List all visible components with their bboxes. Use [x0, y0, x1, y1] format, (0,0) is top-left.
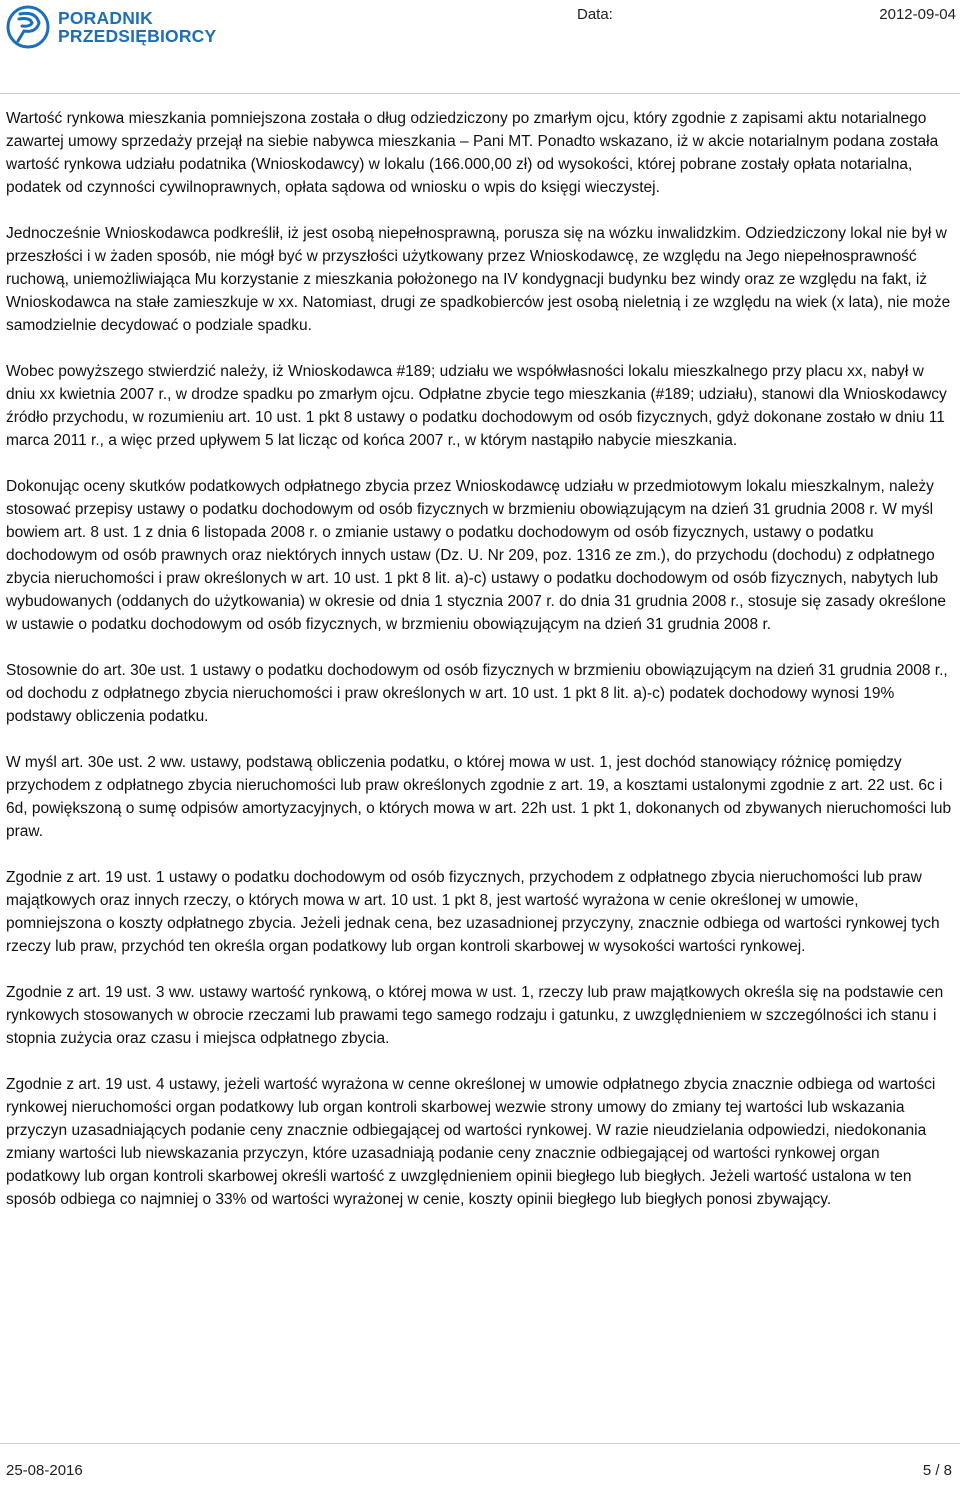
- article-body: [6, 107, 954, 1234]
- footer-date: 25-08-2016: [6, 1462, 83, 1479]
- logo-text: [58, 9, 216, 45]
- date-label: Data:: [577, 6, 613, 23]
- paragraph: Wobec powyższego stwierdzić należy, iż Wnioskodawca #189; udziału we współwłasności lokalu mieszkalnego przy placu xx, nabył w dniu xx kwietnia 2007 r., w drodze spadku po zmarłym ojcu. Odpłatne zbycie tego mieszkania (#189; udziału), stanowi dla Wnioskodawcy źródło przychodu, w rozumieniu art. 10 ust. 1 pkt 8 ustawy o podatku dochodowym od osób fizycznych, gdyż dokonane zostało w dniu 11 marca 2011 r., a więc przed upływem 5 lat licząc od końca 2007 r., w którym nastąpiło nabycie mieszkania.: [6, 363, 947, 449]
- paragraph: Zgodnie z art. 19 ust. 1 ustawy o podatku dochodowym od osób fizycznych, przychodem z odpłatnego zbycia nieruchomości lub praw majątkowych oraz innych rzeczy, o których mowa w art. 10 ust. 1 pkt 8, jest wartość wyrażona w cenie określonej w umowie, pomniejszona o koszty odpłatnego zbycia. Jeżeli jednak cena, bez uzasadnionej przyczyny, znacznie odbiega od wartości rynkowej tych rzeczy lub praw, przychód ten określa organ podatkowy lub organ kontroli skarbowej w wysokości wartości rynkowej.: [6, 869, 940, 955]
- paragraph: Zgodnie z art. 19 ust. 4 ustawy, jeżeli wartość wyrażona w cenne określonej w umowie odpłatnego zbycia znacznie odbiega od wartości rynkowej nieruchomości organ podatkowy lub organ kontroli skarbowej wezwie strony umowy do zmiany tej wartości lub wskazania przyczyn uzasadniających podanie ceny znacznie odbiegającej od wartości rynkowej. W razie nieudzielania odpowiedzi, niedokonania zmiany wartości lub niewskazania przyczyn, które uzasadniają podanie ceny znacznie odbiegającej od wartości rynkowej organ podatkowy lub organ kontroli skarbowej określi wartość z uwzględnieniem opinii biegłego lub biegłych. Jeżeli wartość ustalona w ten sposób odbiega co najmniej o 33% od wartości wyrażonej w cenie, koszty opinii biegłego lub biegłych ponosi zbywający.: [6, 1076, 936, 1208]
- page-header: [0, 0, 960, 60]
- paragraph: Stosownie do art. 30e ust. 1 ustawy o podatku dochodowym od osób fizycznych w brzmieniu obowiązującym na dzień 31 grudnia 2008 r., od dochodu z odpłatnego zbycia nieruchomości i praw określonych w art. 10 ust. 1 pkt 8 lit. a)-c) podatek dochodowy wynosi 19% podstawy obliczenia podatku.: [6, 662, 948, 725]
- paragraph: W myśl art. 30e ust. 2 ww. ustawy, podstawą obliczenia podatku, o której mowa w ust. 1, jest dochód stanowiący różnicę pomiędzy przychodem z odpłatnego zbycia nieruchomości lub praw określonych zgodnie z art. 19, a kosztami ustalonymi zgodnie z art. 22 ust. 6c i 6d, powiększoną o sumę odpisów amortyzacyjnych, o których mowa w art. 22h ust. 1 pkt 1, dokonanych od zbywanych nieruchomości lub praw.: [6, 754, 952, 840]
- footer-divider: [0, 1443, 960, 1444]
- logo-line2: PRZEDSIĘBIORCY: [58, 26, 217, 46]
- logo-line1: PORADNIK: [58, 8, 153, 28]
- date-value: 2012-09-04: [879, 6, 956, 23]
- page-number: 5 / 8: [922, 1462, 952, 1479]
- header-divider: [0, 93, 960, 94]
- paragraph: Zgodnie z art. 19 ust. 3 ww. ustawy wartość rynkową, o której mowa w ust. 1, rzeczy lub praw majątkowych określa się na podstawie cen rynkowych stosowanych w obrocie rzeczami lub prawami tego samego rodzaju i gatunku, z uwzględnieniem w szczególności ich stanu i stopnia zużycia oraz czasu i miejsca odpłatnego zbycia.: [6, 984, 944, 1047]
- paragraph: Wartość rynkowa mieszkania pomniejszona została o dług odziedziczony po zmarłym ojcu, który zgodnie z zapisami aktu notarialnego zawartej umowy sprzedaży przejął na siebie nabywca mieszkania – Pani MT. Ponadto wskazano, iż w akcie notarialnym podana została wartość rynkowa udziału podatnika (Wnioskodawcy) w lokalu (166.000,00 zł) od wysokości, której pobrane zostały opłata notarialna, podatek od czynności cywilnoprawnych, opłata sądowa od wniosku o wpis do księgi wieczystej.: [6, 110, 939, 196]
- paragraph: Jednocześnie Wnioskodawca podkreślił, iż jest osobą niepełnosprawną, porusza się na wózku inwalidzkim. Odziedziczony lokal nie był w przeszłości i w żaden sposób, nie mógł być w przyszłości użytkowany przez Wnioskodawcę, ze względu na Jego niepełnosprawność ruchową, uniemożliwiająca Mu korzystanie z mieszkania położonego na IV kondygnacji budynku bez windy oraz ze względu na fakt, iż Wnioskodawca na stałe zamieszkuje w xx. Natomiast, drugi ze spadkobierców jest osobą nieletnią i ze względu na wiek (x lata), nie może samodzielnie decydować o podziale spadku.: [6, 225, 951, 334]
- logo-icon: [6, 5, 50, 49]
- logo[interactable]: [6, 5, 216, 49]
- paragraph: Dokonując oceny skutków podatkowych odpłatnego zbycia przez Wnioskodawcę udziału w przedmiotowym lokalu mieszkalnym, należy stosować przepisy ustawy o podatku dochodowym od osób fizycznych w brzmieniu obowiązującym na dzień 31 grudnia 2008 r. W myśl bowiem art. 8 ust. 1 z dnia 6 listopada 2008 r. o zmianie ustawy o podatku dochodowym od osób fizycznych, ustawy o podatku dochodowym od osób prawnych oraz niektórych innych ustaw (Dz. U. Nr 209, poz. 1316 ze zm.), do przychodu (dochodu) z odpłatnego zbycia nieruchomości i praw określonych w art. 10 ust. 1 pkt 8 lit. a)-c) ustawy o podatku dochodowym od osób fizycznych, nabytych lub wybudowanych (oddanych do użytkowania) w okresie od dnia 1 stycznia 2007 r. do dnia 31 grudnia 2008 r., stosuje się zasady określone w ustawie o podatku dochodowym od osób fizycznych, w brzmieniu obowiązującym na dzień 31 grudnia 2008 r.: [6, 478, 947, 633]
